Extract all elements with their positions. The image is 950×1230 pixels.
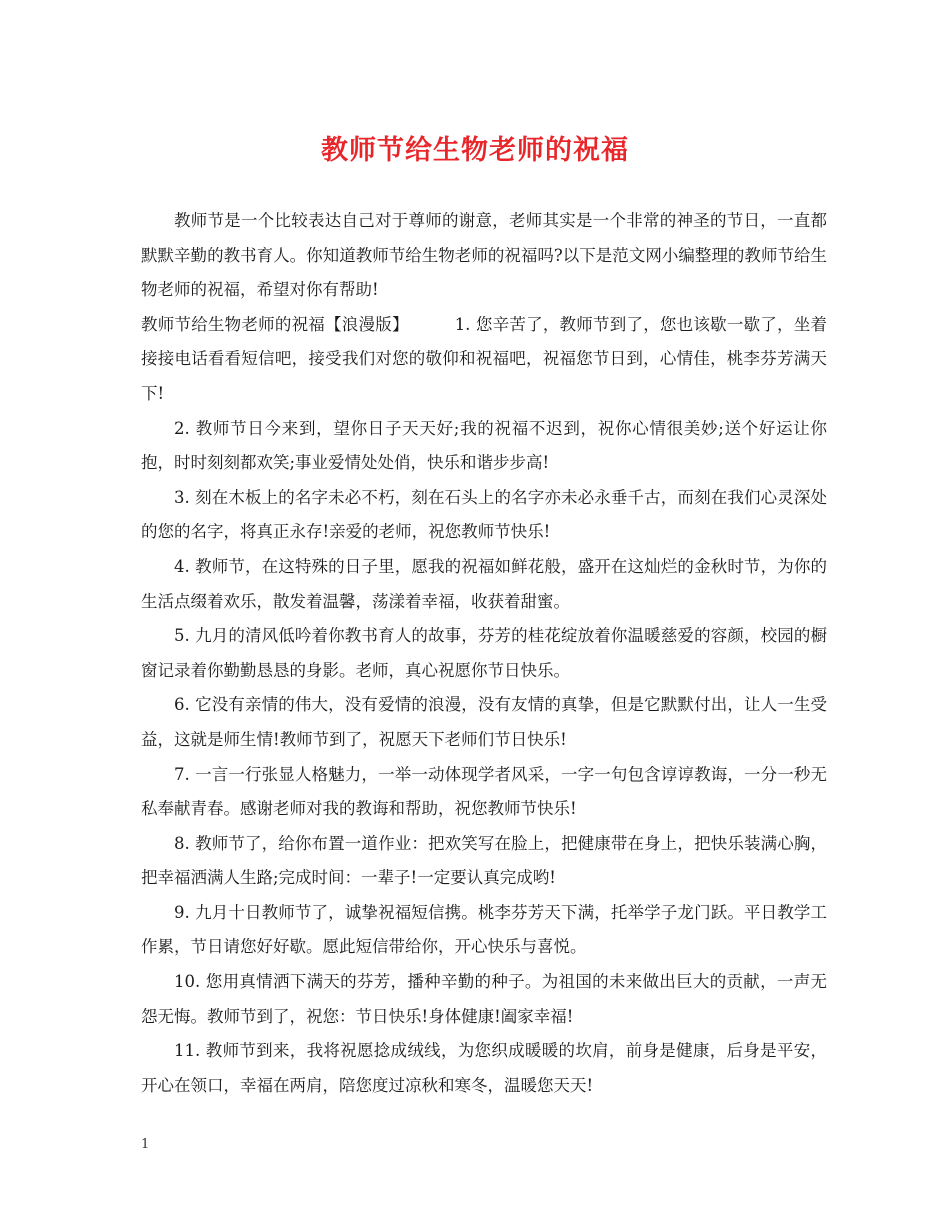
section-heading: 教师节给生物老师的祝福【浪漫版】	[141, 314, 409, 334]
list-item-8: 8. 教师节了，给你布置一道作业：把欢笑写在脸上，把健康带在身上，把快乐装满心胸，把幸福洒满人生路;完成时间：一辈子!一定要认真完成哟!	[141, 833, 827, 888]
list-item-1: 1. 您辛苦了，教师节到了，您也该歇一歇了，坐着接接电话看看短信吧，接受我们对您的敬仰和祝福吧，祝福您节日到，心情佳，桃李芬芳满天下!	[141, 314, 827, 403]
list-item-6: 6. 它没有亲情的伟大，没有爱情的浪漫，没有友情的真挚，但是它默默付出，让人一生受益，这就是师生情!教师节到了，祝愿天下老师们节日快乐!	[141, 695, 827, 749]
list-item-9: 9. 九月十日教师节了，诚挚祝福短信携。桃李芬芳天下满，托举学子龙门跃。平日教学工作累，节日请您好好歇。愿此短信带给你，开心快乐与喜悦。	[141, 902, 827, 957]
list-item-7: 7. 一言一行张显人格魅力，一举一动体现学者风采，一字一句包含谆谆教诲，一分一秒无私奉献青春。感谢老师对我的教诲和帮助，祝您教师节快乐!	[141, 764, 827, 819]
list-item-2: 2. 教师节日今来到，望你日子天天好;我的祝福不迟到，祝你心情很美妙;送个好运让你抱，时时刻刻都欢笑;事业爱情处处俏，快乐和谐步步高!	[141, 418, 827, 473]
list-item-4: 4. 教师节，在这特殊的日子里，愿我的祝福如鲜花般，盛开在这灿烂的金秋时节，为你的生活点缀着欢乐，散发着温馨，荡漾着幸福，收获着甜蜜。	[141, 556, 827, 611]
list-item-3: 3. 刻在木板上的名字未必不朽，刻在石头上的名字亦未必永垂千古，而刻在我们心灵深处的您的名字，将真正永存!亲爱的老师，祝您教师节快乐!	[141, 487, 827, 542]
intro-paragraph: 教师节是一个比较表达自己对于尊师的谢意，老师其实是一个非常的神圣的节日，一直都默默辛勤的教书育人。你知道教师节给生物老师的祝福吗?以下是范文网小编整理的教师节给生物老师的祝福，希望对你有帮助!	[141, 211, 827, 300]
page-number: 1	[141, 1137, 150, 1152]
list-item-5: 5. 九月的清风低吟着你教书育人的故事，芬芳的桂花绽放着你温暖慈爱的容颜，校园的橱窗记录着你勤勤恳恳的身影。老师，真心祝愿你节日快乐。	[141, 626, 827, 680]
document-body	[141, 204, 827, 1103]
list-item-10: 10. 您用真情洒下满天的芬芳，播种辛勤的种子。为祖国的未来做出巨大的贡献，一声无怨无悔。教师节到了，祝您：节日快乐!身体健康!阖家幸福!	[141, 972, 827, 1026]
section-paragraph	[141, 308, 827, 412]
document-title: 教师节给生物老师的祝福	[321, 135, 629, 166]
list-item-11: 11. 教师节到来，我将祝愿捻成绒线，为您织成暖暖的坎肩，前身是健康，后身是平安，开心在领口，幸福在两肩，陪您度过凉秋和寒冬，温暖您天天!	[141, 1041, 827, 1095]
